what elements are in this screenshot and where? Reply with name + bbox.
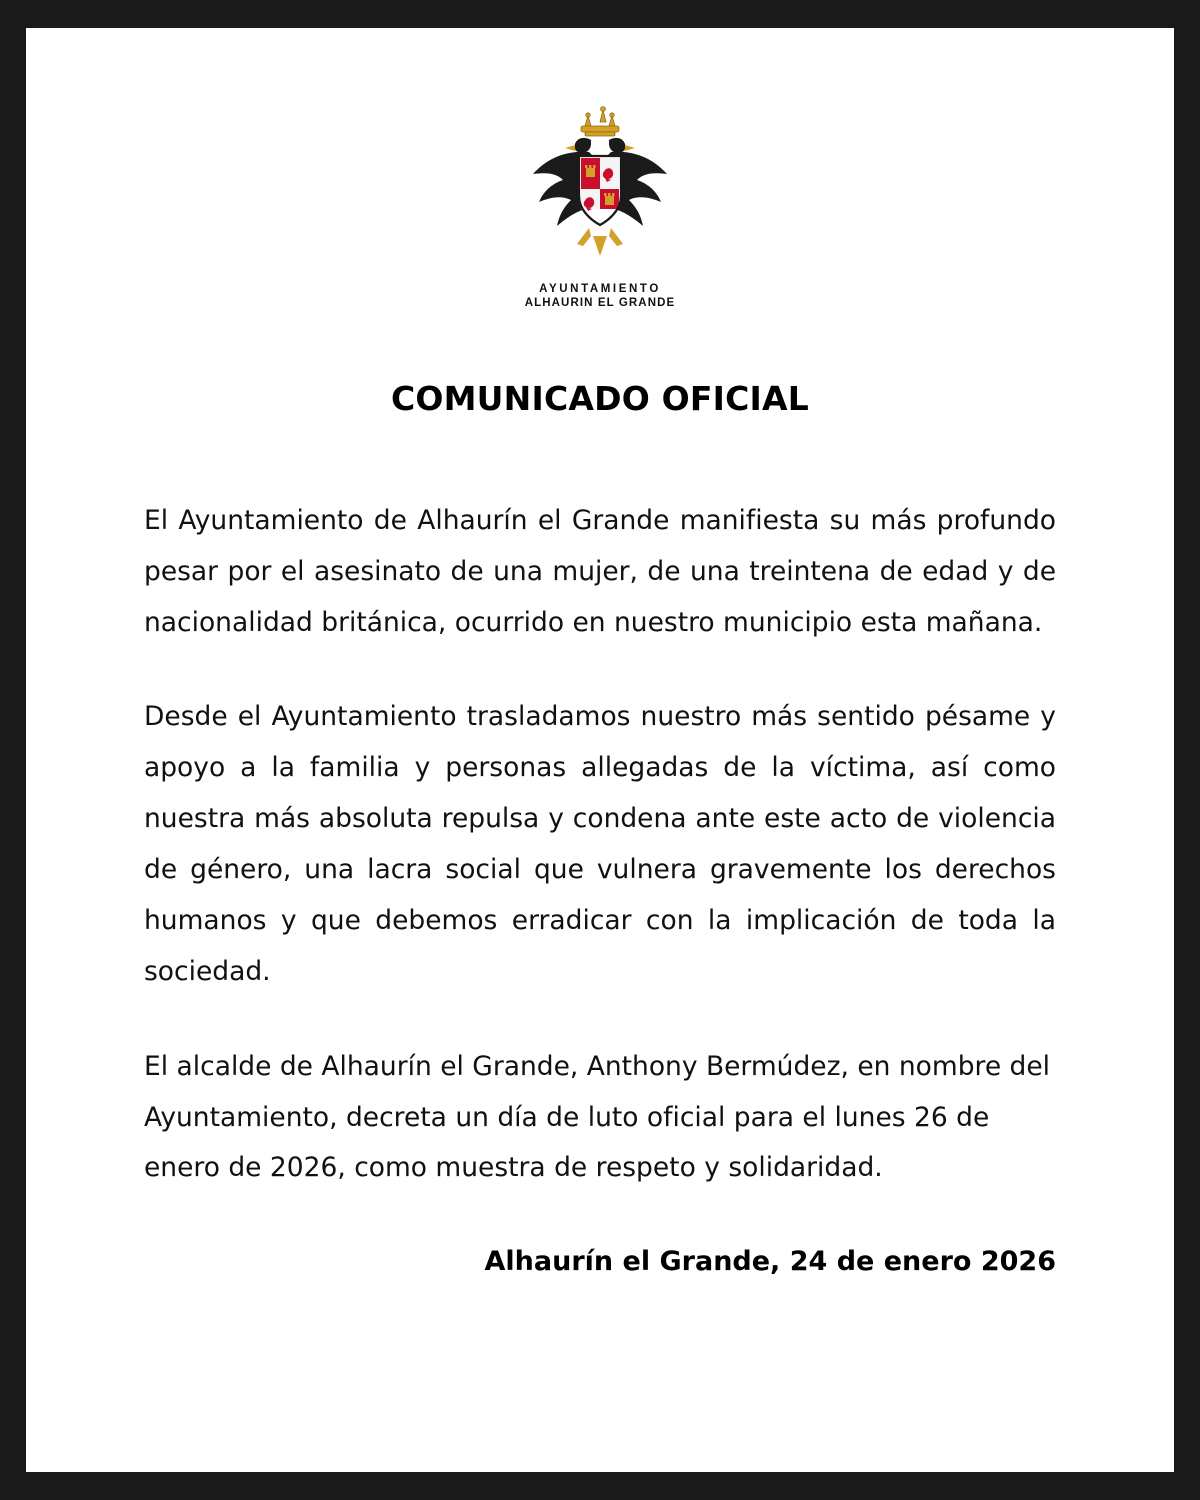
document-body (144, 496, 1056, 1195)
paragraph: Desde el Ayuntamiento trasladamos nuestro más sentido pésame y apoyo a la familia y personas allegadas de la víctima, así como nuestra más absoluta repulsa y condena ante este acto de violencia de género, una lacra social que vulnera gravemente los derechos humanos y que debemos erradicar con la implicación de toda la sociedad. (144, 701, 1056, 987)
coat-of-arms-icon (505, 100, 695, 280)
paragraph: El Ayuntamiento de Alhaurín el Grande manifiesta su más profundo pesar por el asesinato de una mujer, de una treintena de edad y de nacionalidad británica, ocurrido en nuestro municipio esta mañana. (144, 504, 1056, 638)
letterhead (144, 100, 1056, 311)
document-sheet (26, 28, 1174, 1472)
letterhead-line-1: AYUNTAMIENTO (539, 283, 661, 295)
letterhead-organization (525, 282, 676, 311)
letterhead-line-2: ALHAURIN EL GRANDE (524, 297, 676, 310)
signature-line: Alhaurín el Grande, 24 de enero 2026 (484, 1246, 1056, 1278)
page-title: COMUNICADO OFICIAL (390, 378, 810, 418)
paragraph: El alcalde de Alhaurín el Grande, Anthony Bermúdez, en nombre del Ayuntamiento, decreta un día de luto oficial para el lunes 26 de enero de 2026, como muestra de respeto y solidaridad. (144, 1050, 1051, 1184)
